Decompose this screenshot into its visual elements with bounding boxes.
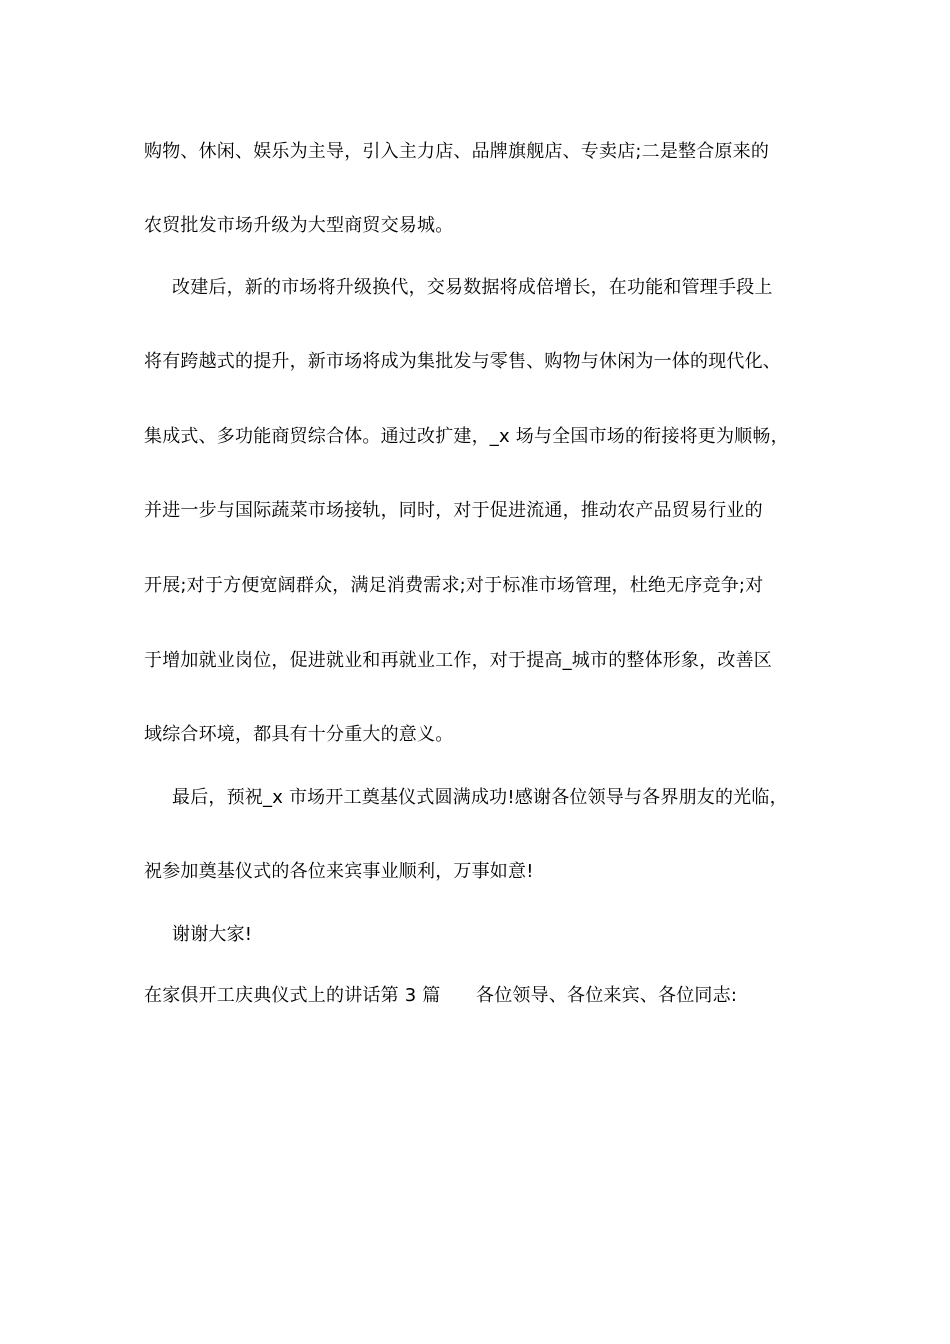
paragraph-line: 农贸批发市场升级为大型商贸交易城。	[144, 215, 454, 236]
section-heading-line: 在家俱开工庆典仪式上的讲话第 3 篇 各位领导、各位来宾、各位同志:	[144, 985, 738, 1006]
paragraph-line: 购物、休闲、娱乐为主导，引入主力店、品牌旗舰店、专卖店;二是整合原来的	[144, 141, 770, 162]
paragraph-line: 最后，预祝_x 市场开工奠基仪式圆满成功!感谢各位领导与各界朋友的光临，	[172, 787, 788, 808]
paragraph-line: 开展;对于方便宽阔群众，满足消费需求;对于标准市场管理，杜绝无序竞争;对	[144, 575, 764, 596]
paragraph-line: 域综合环境，都具有十分重大的意义。	[144, 724, 454, 745]
paragraph-line: 集成式、多功能商贸综合体。通过改扩建，_x 场与全国市场的衔接将更为顺畅，	[144, 426, 789, 447]
paragraph-line: 谢谢大家!	[172, 924, 253, 945]
paragraph-line: 并进一步与国际蔬菜市场接轨，同时，对于促进流通，推动农产品贸易行业的	[144, 500, 763, 521]
paragraph-line: 祝参加奠基仪式的各位来宾事业顺利，万事如意!	[144, 861, 534, 882]
paragraph-line: 于增加就业岗位，促进就业和再就业工作，对于提高_城市的整体形象，改善区	[144, 650, 772, 671]
paragraph-line: 将有跨越式的提升，新市场将成为集批发与零售、购物与休闲为一体的现代化、	[144, 351, 781, 372]
paragraph-line: 改建后，新的市场将升级换代，交易数据将成倍增长，在功能和管理手段上	[172, 277, 773, 298]
